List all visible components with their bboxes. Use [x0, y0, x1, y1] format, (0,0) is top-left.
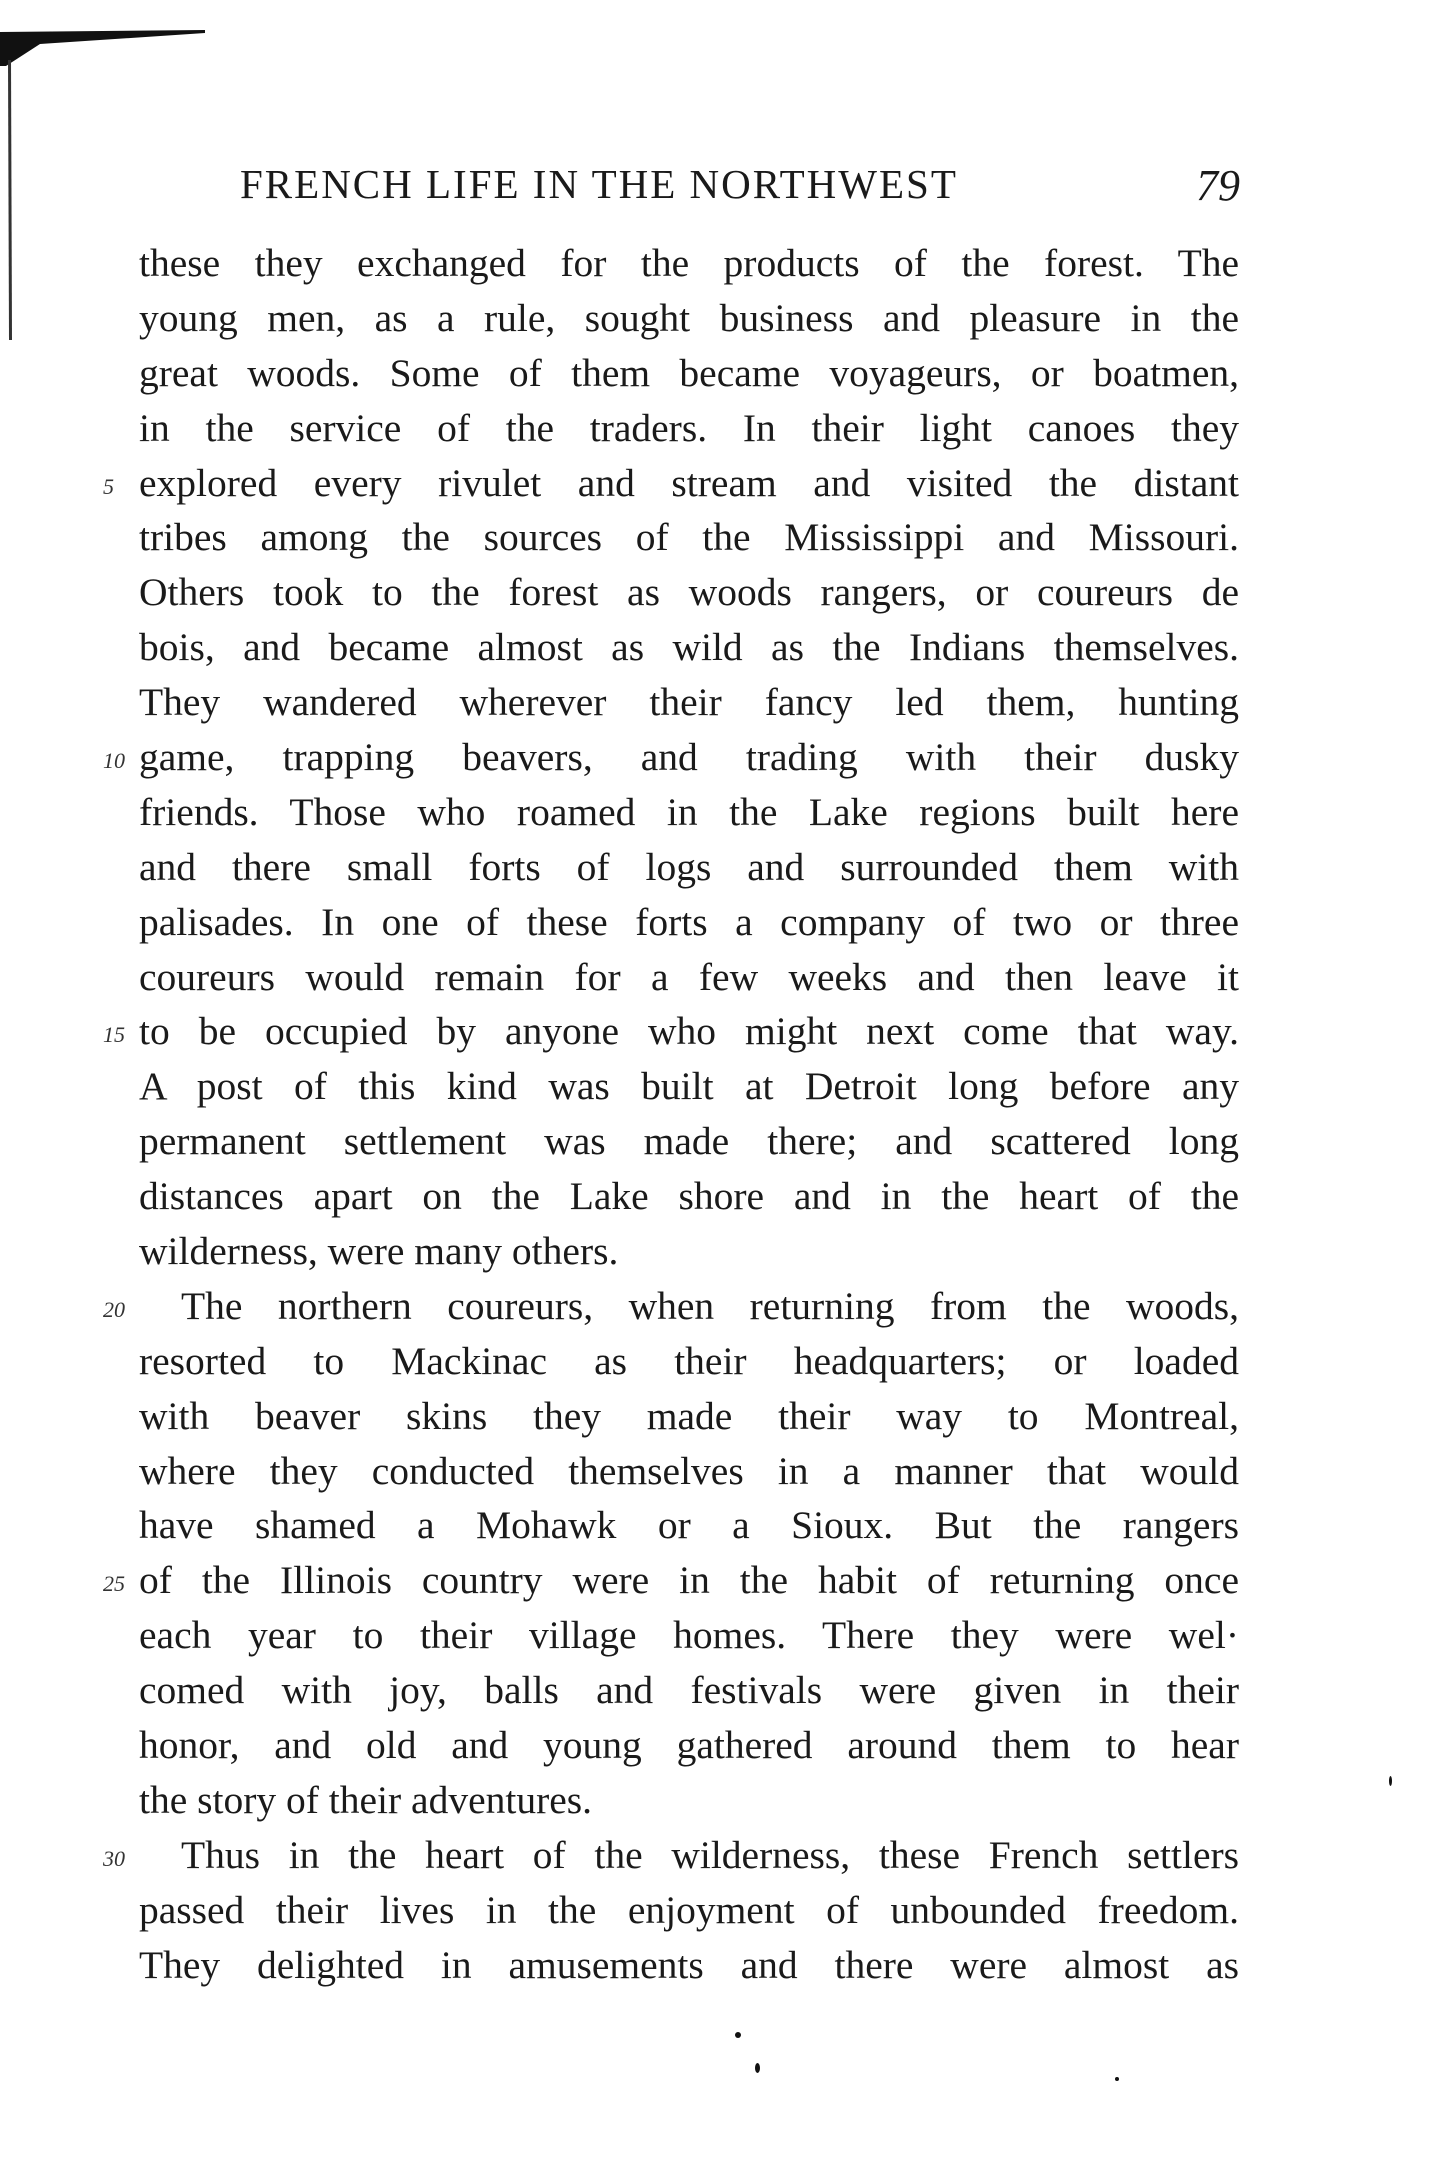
scan-edge-line — [6, 60, 14, 340]
line-text: They delighted in amusements and there were almost as — [139, 1942, 1239, 1987]
line-text: explored every rivulet and stream and visited the distant — [139, 460, 1239, 505]
line-text: these they exchanged for the products of the forest. The — [139, 241, 1239, 285]
line-number: 5 — [103, 473, 114, 499]
line-text: distances apart on the Lake shore and in the heart of the — [139, 1174, 1239, 1219]
line-text: permanent settlement was made there; and scattered long — [139, 1119, 1239, 1164]
line-number: 20 — [103, 1296, 125, 1322]
text-line — [103, 1279, 1239, 1334]
line-text: bois, and became almost as wild as the Indians themselves. — [139, 625, 1239, 670]
line-text: and there small forts of logs and surrounded them with — [139, 844, 1239, 889]
text-line — [139, 1608, 1239, 1663]
line-text: A post of this kind was built at Detroit long before any — [139, 1064, 1239, 1109]
line-text: Thus in the heart of the wilderness, these French settlers — [181, 1832, 1239, 1877]
text-line — [139, 1938, 1239, 1993]
page-number: 79 — [1196, 161, 1240, 210]
text-line — [139, 1883, 1239, 1938]
line-number: 25 — [103, 1571, 125, 1597]
text-line — [139, 1389, 1239, 1444]
text-line — [139, 620, 1239, 675]
line-number: 10 — [103, 748, 125, 774]
text-line — [103, 1828, 1239, 1883]
text-line — [139, 1334, 1239, 1389]
ink-speck — [1389, 1776, 1392, 1786]
scan-edge-mark — [0, 28, 210, 68]
line-text: coureurs would remain for a few weeks and then leave it — [139, 954, 1239, 999]
line-text: to be occupied by anyone who might next come that way. — [139, 1009, 1239, 1054]
line-text: young men, as a rule, sought business and pleasure in the — [139, 295, 1239, 340]
running-head: FRENCH LIFE IN THE NORTHWEST — [240, 161, 958, 207]
text-line — [139, 1773, 1239, 1828]
line-text: in the service of the traders. In their light canoes they — [139, 405, 1239, 450]
line-text: passed their lives in the enjoyment of unbounded freedom. — [139, 1887, 1239, 1932]
text-line — [139, 1444, 1239, 1499]
text-line — [139, 1059, 1239, 1114]
text-line — [139, 1169, 1239, 1224]
text-line — [139, 565, 1239, 620]
text-line — [103, 730, 1239, 785]
line-number: 15 — [103, 1022, 125, 1048]
text-line — [103, 456, 1239, 511]
line-text: game, trapping beavers, and trading with their dusky — [139, 735, 1239, 780]
text-line — [139, 675, 1239, 730]
ink-speck — [1115, 2077, 1119, 2081]
line-text: comed with joy, balls and festivals were given in their — [139, 1668, 1239, 1713]
line-number: 30 — [103, 1845, 125, 1871]
text-line — [139, 291, 1239, 346]
ink-speck — [755, 2063, 760, 2073]
text-line — [139, 950, 1239, 1005]
text-line — [139, 1663, 1239, 1718]
line-text: wilderness, were many others. — [139, 1229, 619, 1274]
line-text: honor, and old and young gathered around them to hear — [139, 1723, 1239, 1768]
line-text: Others took to the forest as woods rangers, or coureurs de — [139, 570, 1239, 615]
line-text: great woods. Some of them became voyageurs, or boatmen, — [139, 350, 1239, 395]
body-text — [103, 236, 1239, 1993]
text-line — [139, 1498, 1239, 1553]
text-line — [103, 1004, 1239, 1059]
line-text: each year to their village homes. There they were wel· — [139, 1613, 1239, 1658]
ink-speck — [735, 2032, 741, 2038]
text-line — [139, 1224, 1239, 1279]
text-line — [103, 1553, 1239, 1608]
text-line — [139, 236, 1239, 291]
line-text: friends. Those who roamed in the Lake regions built here — [139, 789, 1239, 834]
text-line — [139, 895, 1239, 950]
page-header — [240, 150, 1240, 220]
line-text: of the Illinois country were in the habit of returning once — [139, 1558, 1239, 1603]
text-line — [139, 346, 1239, 401]
line-text: They wandered wherever their fancy led them, hunting — [139, 680, 1239, 725]
text-line — [139, 840, 1239, 895]
line-text: with beaver skins they made their way to Montreal, — [139, 1393, 1239, 1438]
line-text: tribes among the sources of the Mississippi and Missouri. — [139, 515, 1239, 560]
text-line — [139, 510, 1239, 565]
line-text: resorted to Mackinac as their headquarters; or loaded — [139, 1338, 1239, 1383]
line-text: The northern coureurs, when returning from the woods, — [181, 1283, 1239, 1328]
line-text: where they conducted themselves in a manner that would — [139, 1448, 1239, 1493]
line-text: the story of their adventures. — [139, 1777, 593, 1822]
line-text: have shamed a Mohawk or a Sioux. But the rangers — [139, 1503, 1239, 1548]
text-line — [139, 401, 1239, 456]
text-line — [139, 1114, 1239, 1169]
line-text: palisades. In one of these forts a company of two or three — [139, 899, 1239, 944]
text-line — [139, 785, 1239, 840]
text-line — [139, 1718, 1239, 1773]
